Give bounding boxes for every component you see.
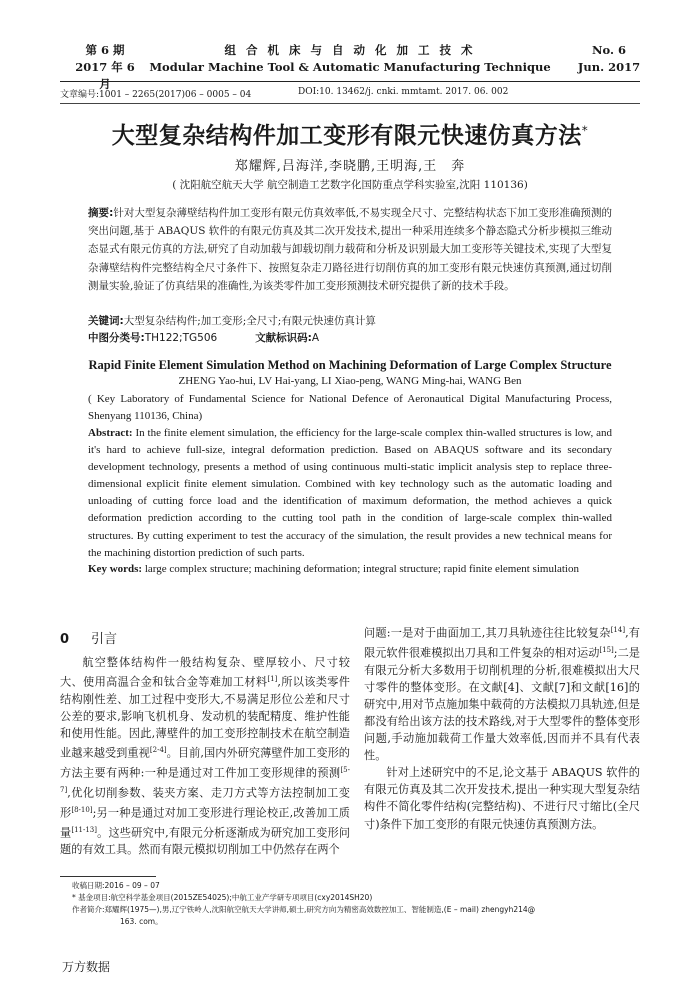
article-number: 文章编号:1001 – 2265(2017)06 – 0005 – 04 bbox=[60, 90, 252, 100]
section-number: 0 bbox=[60, 632, 70, 647]
date-en: Jun. 2017 bbox=[577, 60, 641, 74]
doi: DOI:10. 13462/j. cnki. mmtamt. 2017. 06. 002 bbox=[298, 87, 509, 97]
section-heading bbox=[60, 631, 350, 648]
header-center bbox=[48, 42, 652, 76]
abstract-cn bbox=[88, 204, 612, 295]
journal-name-cn: 组 合 机 床 与 自 动 化 加 工 技 术 bbox=[224, 43, 476, 57]
footnote-rule bbox=[60, 876, 156, 877]
header-rule bbox=[60, 81, 640, 82]
text-run: ;二是有限元分析大多数用于切削机理的分析,很难模拟出大尺寸零件的整体变形。在文献[4]、文献[7]和文献[16]的研究中,用对节点施加集中载荷的方法模拟刀具轨迹,但是都没有给出该方法的技术路线,对于大型零件的整体变形问题,手动施加载荷工作量大效率低,因而并不具有代表性。 bbox=[364, 646, 640, 763]
english-abstract-text: In the finite element simulation, the efficiency for the large-scale complex thin-walled structures is low, and it's hard to achieve full-size, integral deformation prediction. Based on ABAQUS software and its secondary development technology, presents a method of using continuous multi-static implicit analysis step to replace three-dimensional explicit finite element simulation. Combined with key technology such as the automatic loading and unloading of cutting force load and the identification of maximum deformation, the method achieves a quick deformation prediction according to the cutting tool path in the condition of large-scale complex thin-walled structures. By cutting experiment to test the accuracy of the simulation, the result provides a new technical means for the machining distortion prediction of such parts. bbox=[88, 427, 612, 559]
english-title: Rapid Finite Element Simulation Method on Machining Deformation of Large Complex Structure bbox=[88, 358, 612, 372]
keywords-cn bbox=[88, 312, 612, 330]
citation: [1] bbox=[267, 675, 278, 684]
intro-paragraph-1 bbox=[60, 654, 350, 858]
article-meta bbox=[60, 87, 509, 100]
footnotes bbox=[72, 880, 648, 928]
author-bio-cont: 163. com。 bbox=[120, 917, 163, 926]
paper-title-text: 大型复杂结构件加工变形有限元快速仿真方法 bbox=[111, 123, 582, 149]
text-run: ,所以该类零件结构刚性差、加工过程中变形大,不易满足形位公差和尺寸公差的要求,影响飞机机身、发动机的装配精度、维护性能和使用性能。因此,薄壁件的加工变形控制技术在航空制造业越来越受到重视 bbox=[60, 675, 350, 761]
english-affiliation: ( Key Laboratory of Fundamental Science for National Defence of Aeronautical Digital Manufacturing Process, Shenyang 110136, China) bbox=[88, 393, 612, 422]
clc-label: 中图分类号: bbox=[88, 332, 145, 344]
english-keywords bbox=[88, 561, 612, 578]
issue-en: No. 6 bbox=[592, 43, 626, 57]
text-run: 。目前,国内外研究薄壁件加工变形的方法主要有两种:一种是通过对工件加工变形规律的预测 bbox=[60, 747, 350, 780]
wanfang-watermark: 万方数据 bbox=[62, 960, 111, 974]
citation: [5-7] bbox=[60, 766, 350, 794]
abstract-cn-text: 针对大型复杂薄壁结构件加工变形有限元仿真效率低,不易实现全尺寸、完整结构状态下加工变形准确预测的突出问题,基于 ABAQUS 软件的有限元仿真及其二次开发技术,提出一种采用连续多个静态隐式分析步模拟三维动态显式有限元仿真的方法,研究了自动加载与卸载切削力载荷和分析及识别最大加工变形等关键技术,实现了大型复杂薄壁结构件完整结构全尺寸条件下、按照复杂走刀路径进行切削仿真的加工变形有限元快速仿真预测,通过切削测量实验,验证了仿真结果的准确性,为该类零件加工变形预测技术研究提供了新的技术手段。 bbox=[88, 207, 612, 292]
english-keywords-label: Key words: bbox=[88, 563, 143, 575]
date-cn: 2017 年 6 月 bbox=[75, 60, 135, 91]
section-title: 引言 bbox=[91, 632, 118, 647]
citation: [15] bbox=[599, 645, 614, 654]
citation: [8-10] bbox=[71, 805, 93, 814]
text-run: ,有限元软件很难模拟出刀具和工件复杂的相对运动 bbox=[364, 626, 640, 660]
english-keywords-text: large complex structure; machining deformation; integral structure; rapid finite element simulation bbox=[144, 563, 579, 575]
english-authors: ZHENG Yao-hui, LV Hai-yang, LI Xiao-peng, WANG Ming-hai, WANG Ben bbox=[178, 375, 522, 387]
doc-code: A bbox=[311, 332, 320, 344]
english-abstract bbox=[88, 425, 612, 562]
clc-code: TH122;TG506 bbox=[144, 332, 218, 344]
body-left-column bbox=[60, 631, 350, 859]
text-run: 航空整体结构件一般结构复杂、壁厚较小、尺寸较大、使用高温合金和钛合金等难加工材料 bbox=[60, 656, 350, 689]
abstract-cn-label: 摘要: bbox=[88, 207, 114, 219]
header-right bbox=[574, 42, 644, 76]
doc-code-label: 文献标识码: bbox=[255, 332, 312, 344]
paper-title bbox=[0, 117, 700, 150]
fund-info: * 基金项目:航空科学基金项目(2015ZE54025);中航工业产学研专项项目(cxy2014SH20) bbox=[72, 893, 373, 902]
meta-rule bbox=[60, 103, 640, 104]
text-run: 。这些研究中,有限元分析逐渐成为研究加工变形问题的有效工具。然而有限元模拟切削加工中仍然存在两个 bbox=[60, 826, 350, 857]
journal-name-en: Modular Machine Tool & Automatic Manufacturing Technique bbox=[149, 60, 551, 74]
intro-paragraph-2: 针对上述研究中的不足,论文基于 ABAQUS 软件的有限元仿真及其二次开发技术,提出一种实现大型复杂结构件不简化零件结构(完整结构)、不进行尺寸缩比(全尺寸)条件下加工变形的有限元快速仿真预测方法。 bbox=[364, 766, 640, 831]
body-right-column bbox=[364, 622, 640, 833]
text-run: ,优化切削参数、装夹方案、走刀方式等方法控制加工变形 bbox=[60, 786, 350, 820]
received-date: 收稿日期:2016 – 09 – 07 bbox=[72, 881, 160, 890]
authors-cn: 郑耀辉,吕海洋,李晓鹏,王明海,王 奔 bbox=[234, 159, 466, 174]
text-run: 问题:一是对于曲面加工,其刀具轨迹往往比较复杂 bbox=[364, 626, 611, 640]
keywords-cn-text: 大型复杂结构件;加工变形;全尺寸;有限元快速仿真计算 bbox=[123, 315, 376, 327]
keywords-cn-label: 关键词: bbox=[88, 315, 124, 327]
classification bbox=[88, 329, 319, 347]
title-footnote-mark: * bbox=[581, 123, 589, 138]
english-abstract-label: Abstract: bbox=[88, 427, 133, 439]
affiliation-cn: ( 沈阳航空航天大学 航空制造工艺数字化国防重点学科实验室,沈阳 110136) bbox=[172, 179, 528, 191]
citation: [2-4] bbox=[149, 746, 167, 755]
intro-paragraph-1-cont bbox=[364, 622, 640, 764]
journal-header bbox=[48, 42, 652, 91]
author-bio: 作者简介:郑耀辉(1975—),男,辽宁铁岭人,沈阳航空航天大学讲师,硕士,研究方向为精密高效数控加工、智能制造,(E – mail) zhengyh214@ bbox=[72, 905, 536, 914]
citation: [14] bbox=[610, 626, 626, 634]
citation: [11-13] bbox=[71, 825, 97, 834]
text-run: ;另一种是通过对加工变形进行理论校正,改善加工质量 bbox=[60, 806, 350, 840]
issue-cn: 第 6 期 bbox=[85, 43, 125, 57]
